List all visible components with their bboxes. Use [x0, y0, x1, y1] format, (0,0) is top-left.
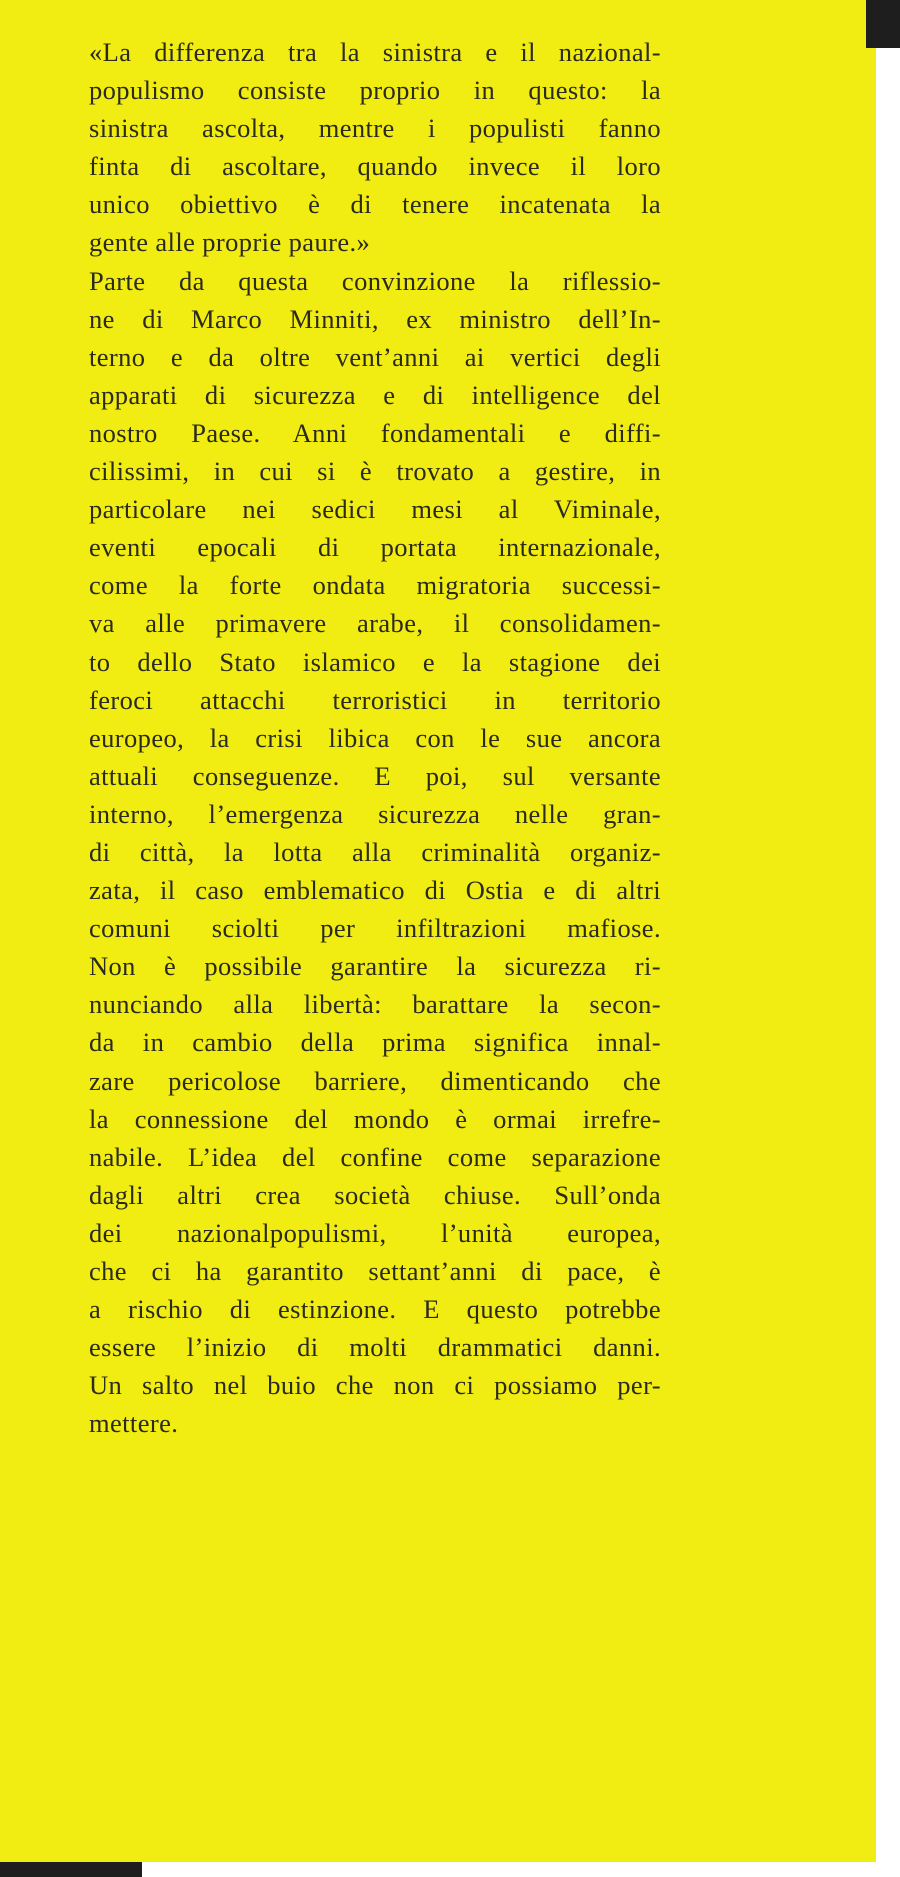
text-line: mettere. — [89, 1408, 179, 1439]
text-line: nunciando alla libertà: barattare la secon- — [89, 989, 661, 1020]
text-line: come la forte ondata migratoria successi- — [89, 570, 661, 601]
blurb-text — [89, 33, 661, 1442]
text-line: la connessione del mondo è ormai irrefre- — [89, 1103, 661, 1134]
text-line: terno e da oltre vent’anni ai vertici degli — [89, 341, 661, 372]
text-line: europeo, la crisi libica con le sue ancora — [89, 722, 661, 753]
text-line: interno, l’emergenza sicurezza nelle gran- — [89, 798, 661, 829]
text-line: Parte da questa convinzione la riflessio- — [89, 265, 661, 296]
text-line: di città, la lotta alla criminalità organiz- — [89, 836, 661, 867]
text-line: che ci ha garantito settant’anni di pace, è — [89, 1256, 661, 1286]
text-line: cilissimi, in cui si è trovato a gestire, in — [89, 456, 661, 487]
text-line: zare pericolose barriere, dimenticando che — [89, 1065, 661, 1096]
scan-edge-top — [866, 0, 900, 48]
text-line: finta di ascoltare, quando invece il loro — [89, 151, 661, 182]
text-line: apparati di sicurezza e di intelligence del — [89, 379, 661, 410]
text-line: unico obiettivo è di tenere incatenata la — [89, 189, 661, 220]
text-line: Un salto nel buio che non ci possiamo per- — [89, 1370, 661, 1401]
text-line: Non è possibile garantire la sicurezza ri- — [89, 951, 661, 982]
text-line: attuali conseguenze. E poi, sul versante — [89, 760, 661, 791]
text-line: dei nazionalpopulismi, l’unità europea, — [89, 1217, 661, 1248]
text-line: essere l’inizio di molti drammatici danni. — [89, 1332, 661, 1363]
text-line: comuni sciolti per infiltrazioni mafiose. — [89, 913, 661, 944]
text-line: gente alle proprie paure.» — [89, 227, 371, 258]
text-line: sinistra ascolta, mentre i populisti fanno — [89, 113, 661, 144]
text-line: dagli altri crea società chiuse. Sull’onda — [89, 1179, 661, 1210]
text-line: zata, il caso emblematico di Ostia e di altri — [89, 875, 661, 906]
text-line: particolare nei sedici mesi al Viminale, — [89, 494, 661, 525]
text-line: «La differenza tra la sinistra e il nazional- — [89, 37, 661, 67]
text-line: feroci attacchi terroristici in territorio — [89, 684, 661, 715]
text-line: da in cambio della prima significa innal- — [89, 1027, 661, 1058]
text-line: nabile. L’idea del confine come separazione — [89, 1141, 661, 1172]
text-line: to dello Stato islamico e la stagione dei — [89, 646, 661, 677]
text-line: a rischio di estinzione. E questo potrebbe — [89, 1294, 661, 1325]
text-line: eventi epocali di portata internazionale, — [89, 532, 661, 563]
text-line: populismo consiste proprio in questo: la — [89, 75, 661, 106]
text-line: ne di Marco Minniti, ex ministro dell’In- — [89, 303, 661, 334]
text-line: nostro Paese. Anni fondamentali e diffi- — [89, 417, 661, 448]
scan-edge-bottom — [0, 1862, 142, 1877]
text-line: va alle primavere arabe, il consolidamen- — [89, 608, 661, 639]
